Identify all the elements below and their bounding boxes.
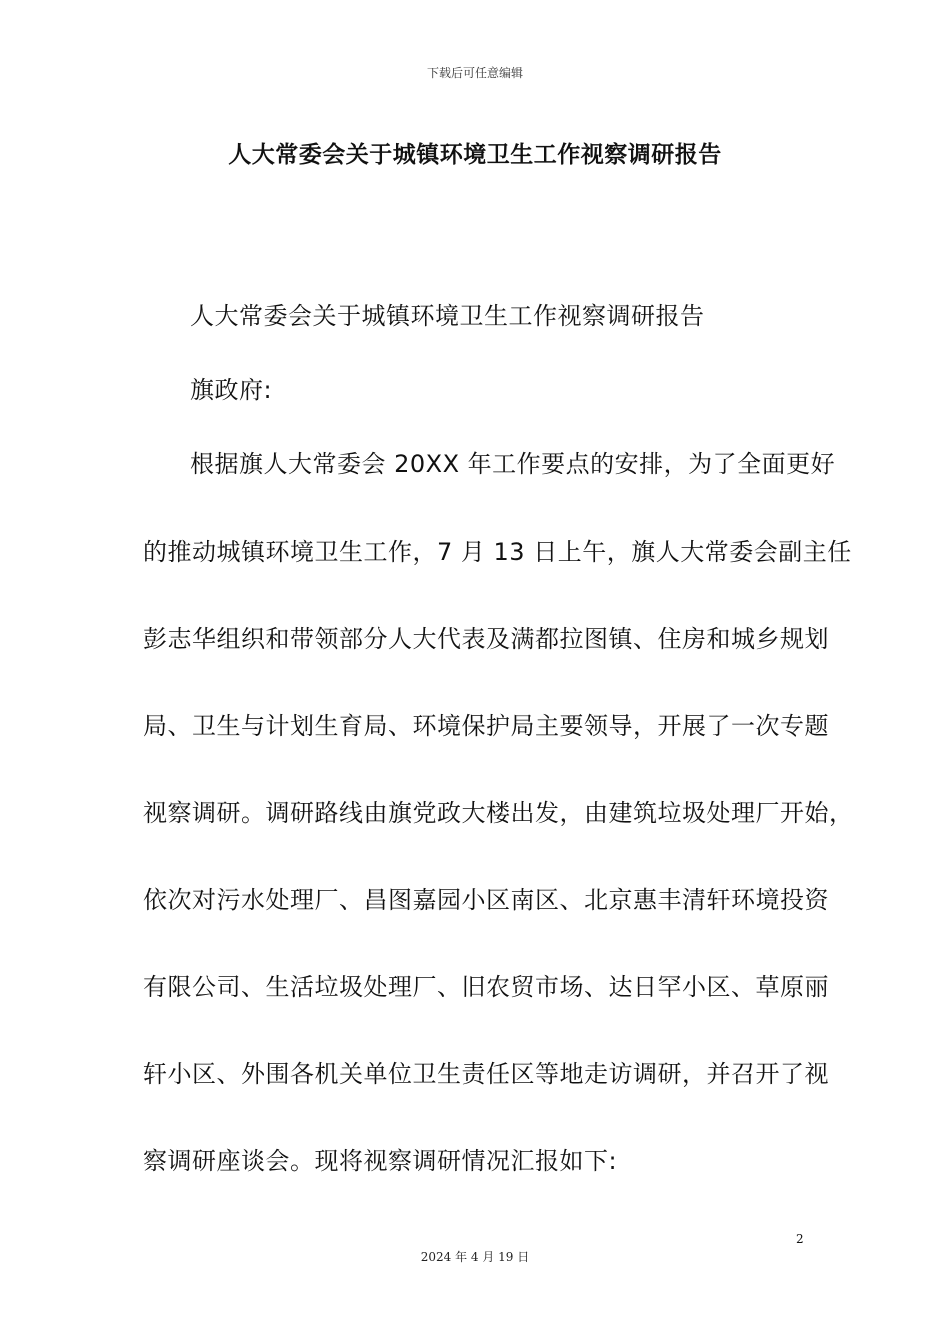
document-title: 人大常委会关于城镇环境卫生工作视察调研报告	[228, 142, 722, 168]
footer-date: 2024 年 4 月 19 日	[420, 1250, 530, 1264]
paragraph-line: 的推动城镇环境卫生工作，7 月 13 日上午，旗人大常委会副主任	[143, 538, 852, 566]
paragraph-line: 视察调研。调研路线由旗党政大楼出发，由建筑垃圾处理厂开始，	[143, 799, 854, 827]
paragraph-line: 局、卫生与计划生育局、环境保护局主要领导，开展了一次专题	[143, 712, 829, 740]
paragraph-line: 察调研座谈会。现将视察调研情况汇报如下:	[143, 1147, 618, 1175]
paragraph-line: 依次对污水处理厂、昌图嘉园小区南区、北京惠丰清轩环境投资	[143, 886, 829, 914]
paragraph-line: 有限公司、生活垃圾处理厂、旧农贸市场、达日罕小区、草原丽	[143, 973, 829, 1001]
header-note: 下载后可任意编辑	[426, 66, 523, 80]
paragraph-line: 彭志华组织和带领部分人大代表及满都拉图镇、住房和城乡规划	[143, 625, 829, 653]
paragraph-line: 根据旗人大常委会 20XX 年工作要点的安排，为了全面更好	[190, 450, 836, 478]
salutation: 旗政府:	[190, 376, 273, 404]
paragraph-line: 轩小区、外围各机关单位卫生责任区等地走访调研，并召开了视	[143, 1060, 829, 1088]
subtitle: 人大常委会关于城镇环境卫生工作视察调研报告	[190, 302, 705, 330]
page-number: 2	[796, 1232, 804, 1246]
